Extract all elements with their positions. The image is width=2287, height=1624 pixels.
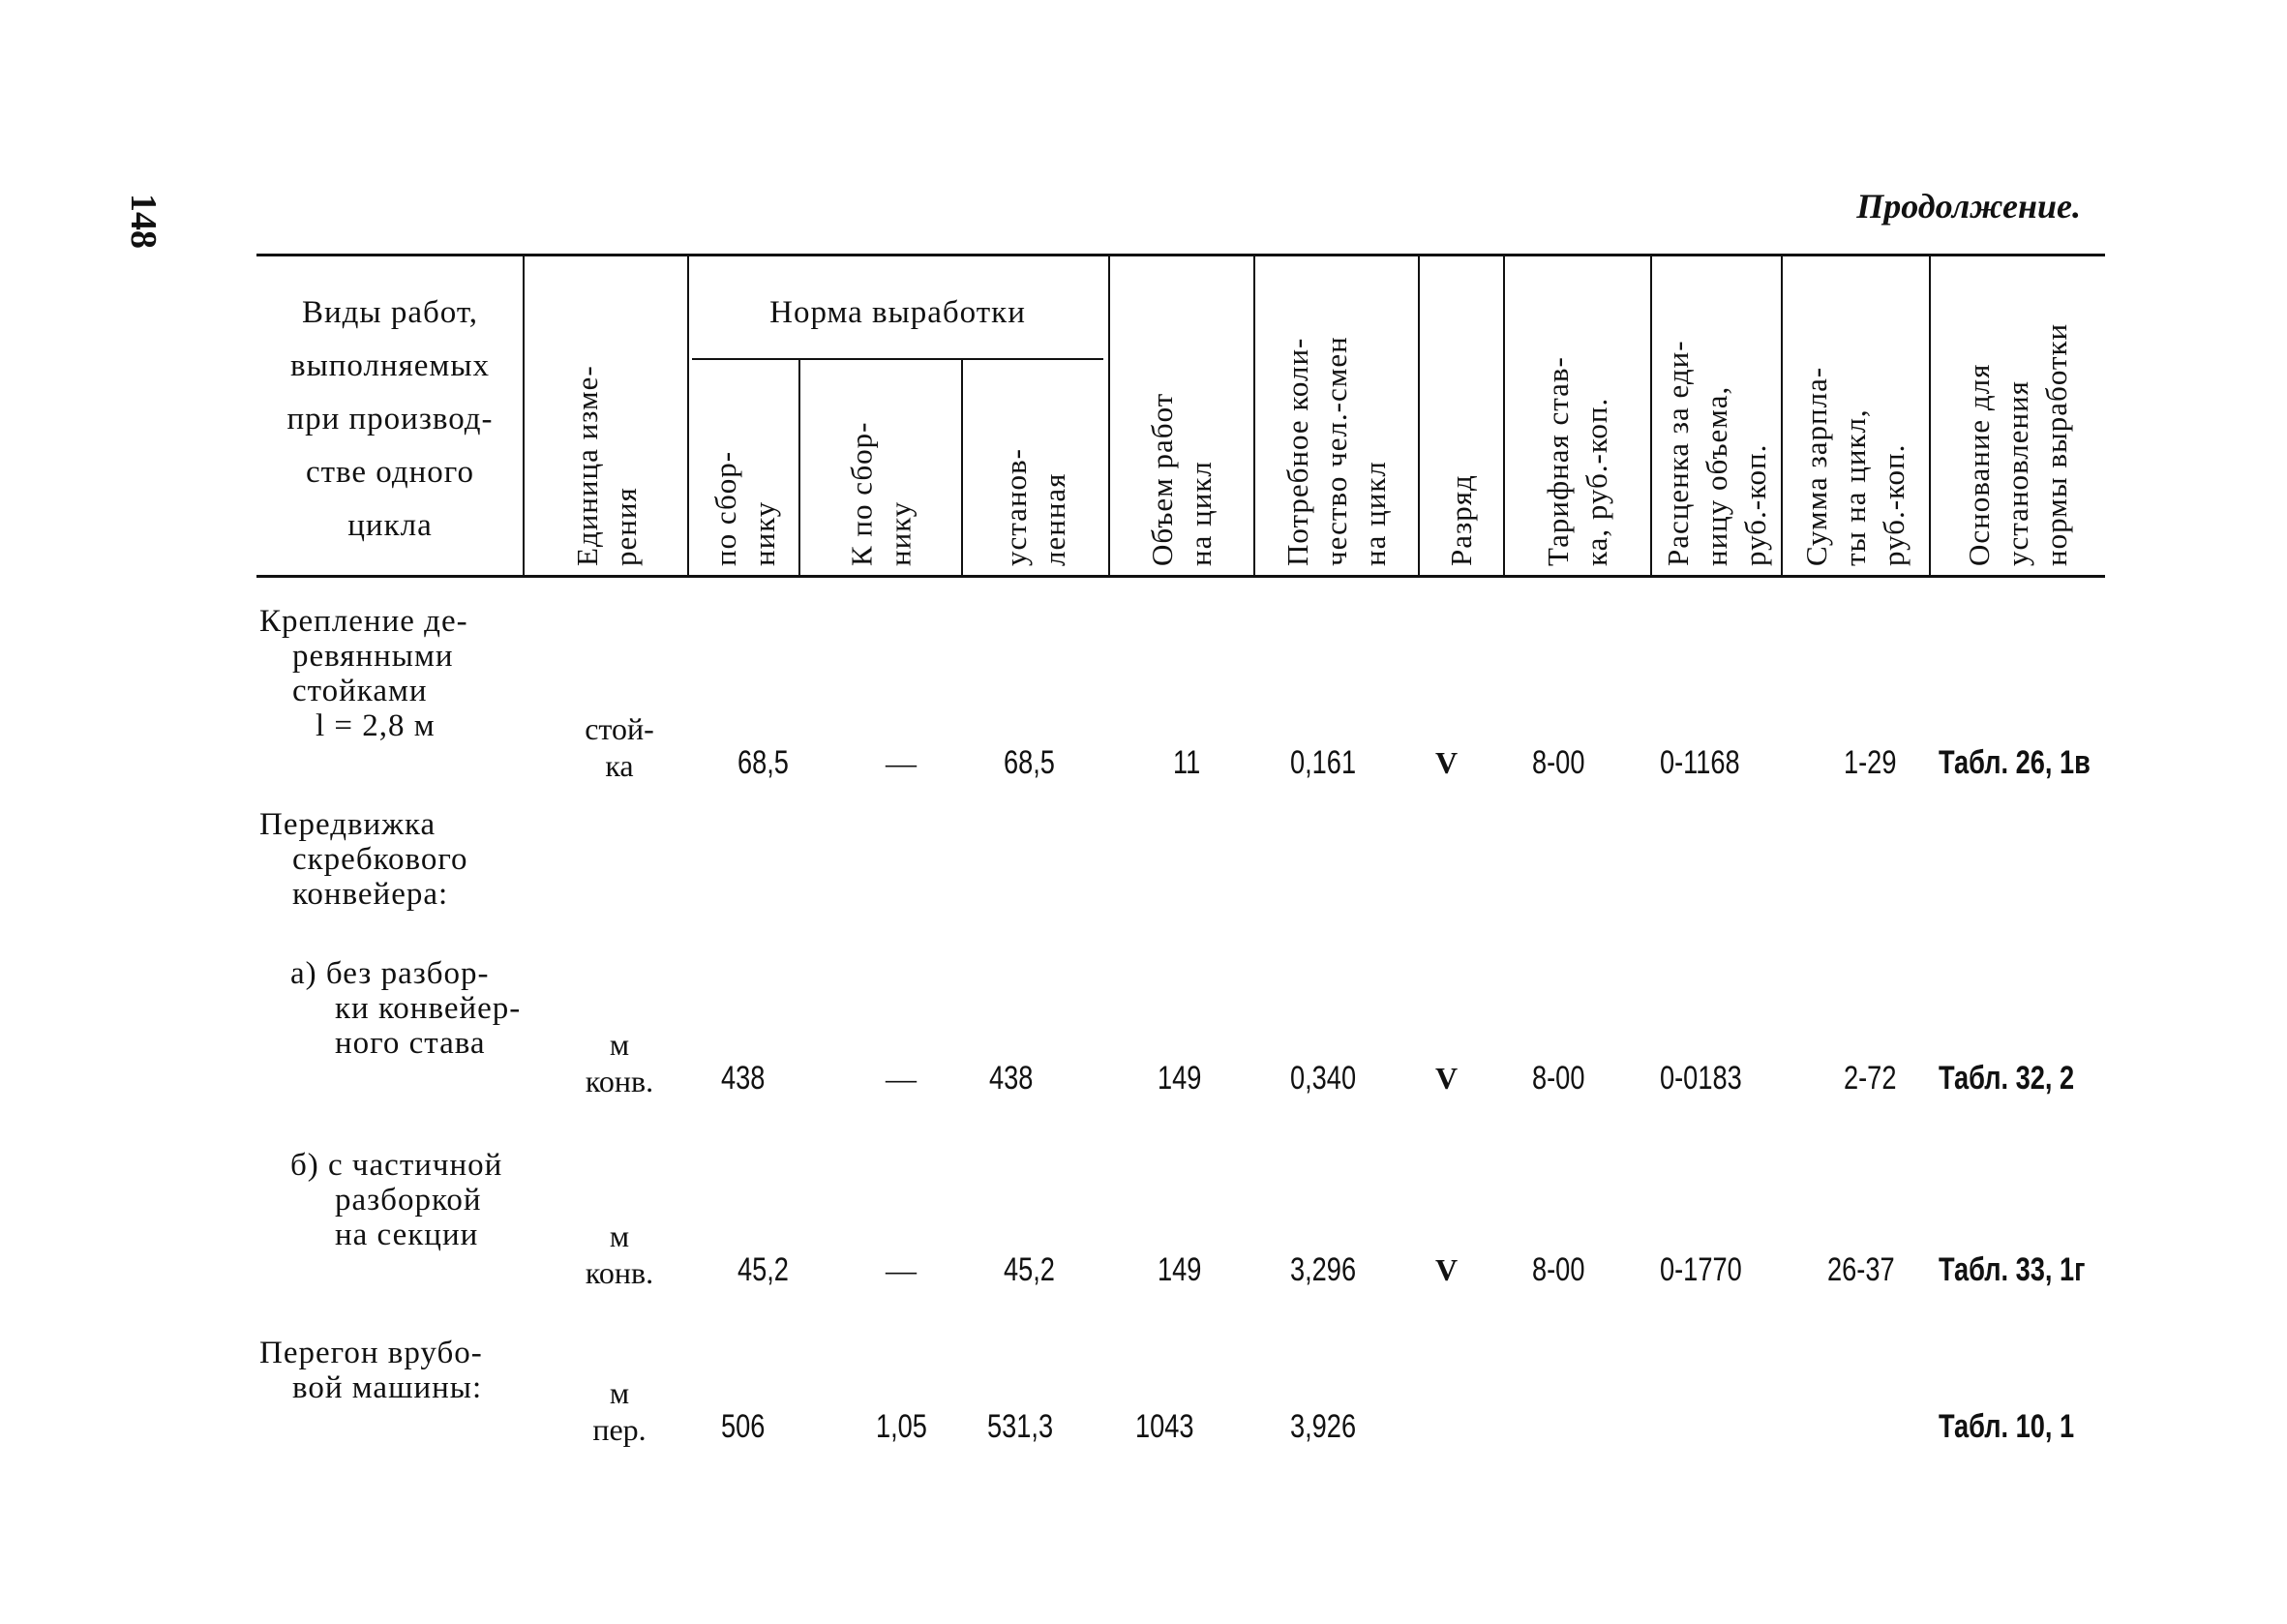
cell-wage-sum: 26-37 [1827, 1251, 1895, 1288]
cell-basis: Табл. 32, 2 [1939, 1060, 2075, 1097]
header-tariff: Тарифная став- ка, руб.-коп. [1541, 356, 1613, 566]
col-divider [1108, 256, 1110, 576]
cell-k: 1,05 [876, 1408, 927, 1445]
table-top-rule [256, 254, 2105, 256]
norm-group-rule [692, 358, 1103, 360]
col-divider [687, 256, 689, 576]
cell-required: 3,926 [1290, 1408, 1357, 1445]
cell-norm-set: 68,5 [1004, 744, 1055, 781]
header-basis: Основание для установления нормы выработки [1962, 322, 2073, 566]
col-divider [798, 360, 800, 576]
cell-wage-sum: 2-72 [1844, 1060, 1897, 1097]
page-number: 148 [123, 194, 164, 249]
cell-required: 0,161 [1290, 744, 1357, 781]
cell-volume: 149 [1158, 1060, 1202, 1097]
table-row-desc: Передвижка скребкового конвейера: [259, 807, 468, 912]
cell-norm-set: 531,3 [987, 1408, 1054, 1445]
table-row-desc: а) без разбор- ки конвейер- ного става [290, 956, 522, 1061]
cell-norm-collection: 45,2 [737, 1251, 789, 1288]
cell-rate: 0-0183 [1660, 1060, 1742, 1097]
cell-rate: 0-1168 [1660, 744, 1740, 781]
col-divider [1781, 256, 1783, 576]
cell-norm-collection: 68,5 [737, 744, 789, 781]
cell-basis: Табл. 26, 1в [1939, 744, 2091, 781]
cell-tariff: 8-00 [1532, 1060, 1585, 1097]
cell-rate: 0-1770 [1660, 1251, 1742, 1288]
header-required: Потребное коли- чество чел.-смен на цикл [1280, 336, 1392, 566]
col-divider [523, 256, 525, 576]
header-unit: Единица изме- рения [570, 365, 643, 566]
col-divider [1929, 256, 1931, 576]
header-bottom-rule [256, 575, 2105, 578]
cell-tariff: 8-00 [1532, 1251, 1585, 1288]
col-divider [961, 360, 963, 576]
col-divider [1503, 256, 1505, 576]
header-wage-sum: Сумма зарпла- ты на цикл, руб.-коп. [1799, 366, 1911, 566]
header-work-type: Виды работ, выполняемых при производ- стве одного цикла [286, 295, 494, 543]
cell-required: 3,296 [1290, 1251, 1357, 1288]
header-rate: Расценка за еди- ницу объема, руб.-коп. [1661, 340, 1772, 566]
cell-required: 0,340 [1290, 1060, 1357, 1097]
col-divider [1650, 256, 1652, 576]
header-grade: Разряд [1444, 474, 1478, 566]
col-divider [1418, 256, 1420, 576]
table-row-desc: Крепление де- ревянными стойками l = 2,8 м [259, 604, 468, 743]
col-divider [1253, 256, 1255, 576]
cell-volume: 1043 [1135, 1408, 1194, 1445]
header-volume: Объем работ на цикл [1145, 392, 1218, 566]
table-row-desc: б) с частичной разборкой на секции [290, 1148, 503, 1252]
table-row-unit: стой- ка [585, 711, 654, 783]
table-row-unit: м конв. [585, 1027, 654, 1098]
cell-k: — [886, 745, 917, 780]
cell-norm-collection: 438 [721, 1060, 766, 1097]
cell-basis: Табл. 10, 1 [1939, 1408, 2075, 1445]
continuation-label: Продолжение. [1856, 187, 2081, 226]
table-row-desc: Перегон врубо- вой машины: [259, 1336, 483, 1405]
cell-wage-sum: 1-29 [1844, 744, 1897, 781]
table-row-unit: м пер. [592, 1375, 647, 1447]
cell-grade: V [1435, 1061, 1459, 1096]
cell-basis: Табл. 33, 1г [1939, 1251, 2086, 1288]
cell-grade: V [1435, 1252, 1459, 1287]
header-norm-set: установ- ленная [999, 448, 1071, 566]
cell-tariff: 8-00 [1532, 744, 1585, 781]
table-row-unit: м конв. [585, 1218, 654, 1290]
header-norm-group: Норма выработки [769, 295, 1026, 330]
cell-k: — [886, 1061, 917, 1096]
cell-grade: V [1435, 745, 1459, 780]
header-k-collection: К по сбор- нику [844, 421, 918, 566]
cell-norm-collection: 506 [721, 1408, 766, 1445]
cell-norm-set: 45,2 [1004, 1251, 1055, 1288]
cell-volume: 149 [1158, 1251, 1202, 1288]
cell-volume: 11 [1173, 744, 1201, 781]
cell-norm-set: 438 [989, 1060, 1034, 1097]
cell-k: — [886, 1252, 917, 1287]
header-norm-collection: по сбор- нику [708, 450, 781, 566]
